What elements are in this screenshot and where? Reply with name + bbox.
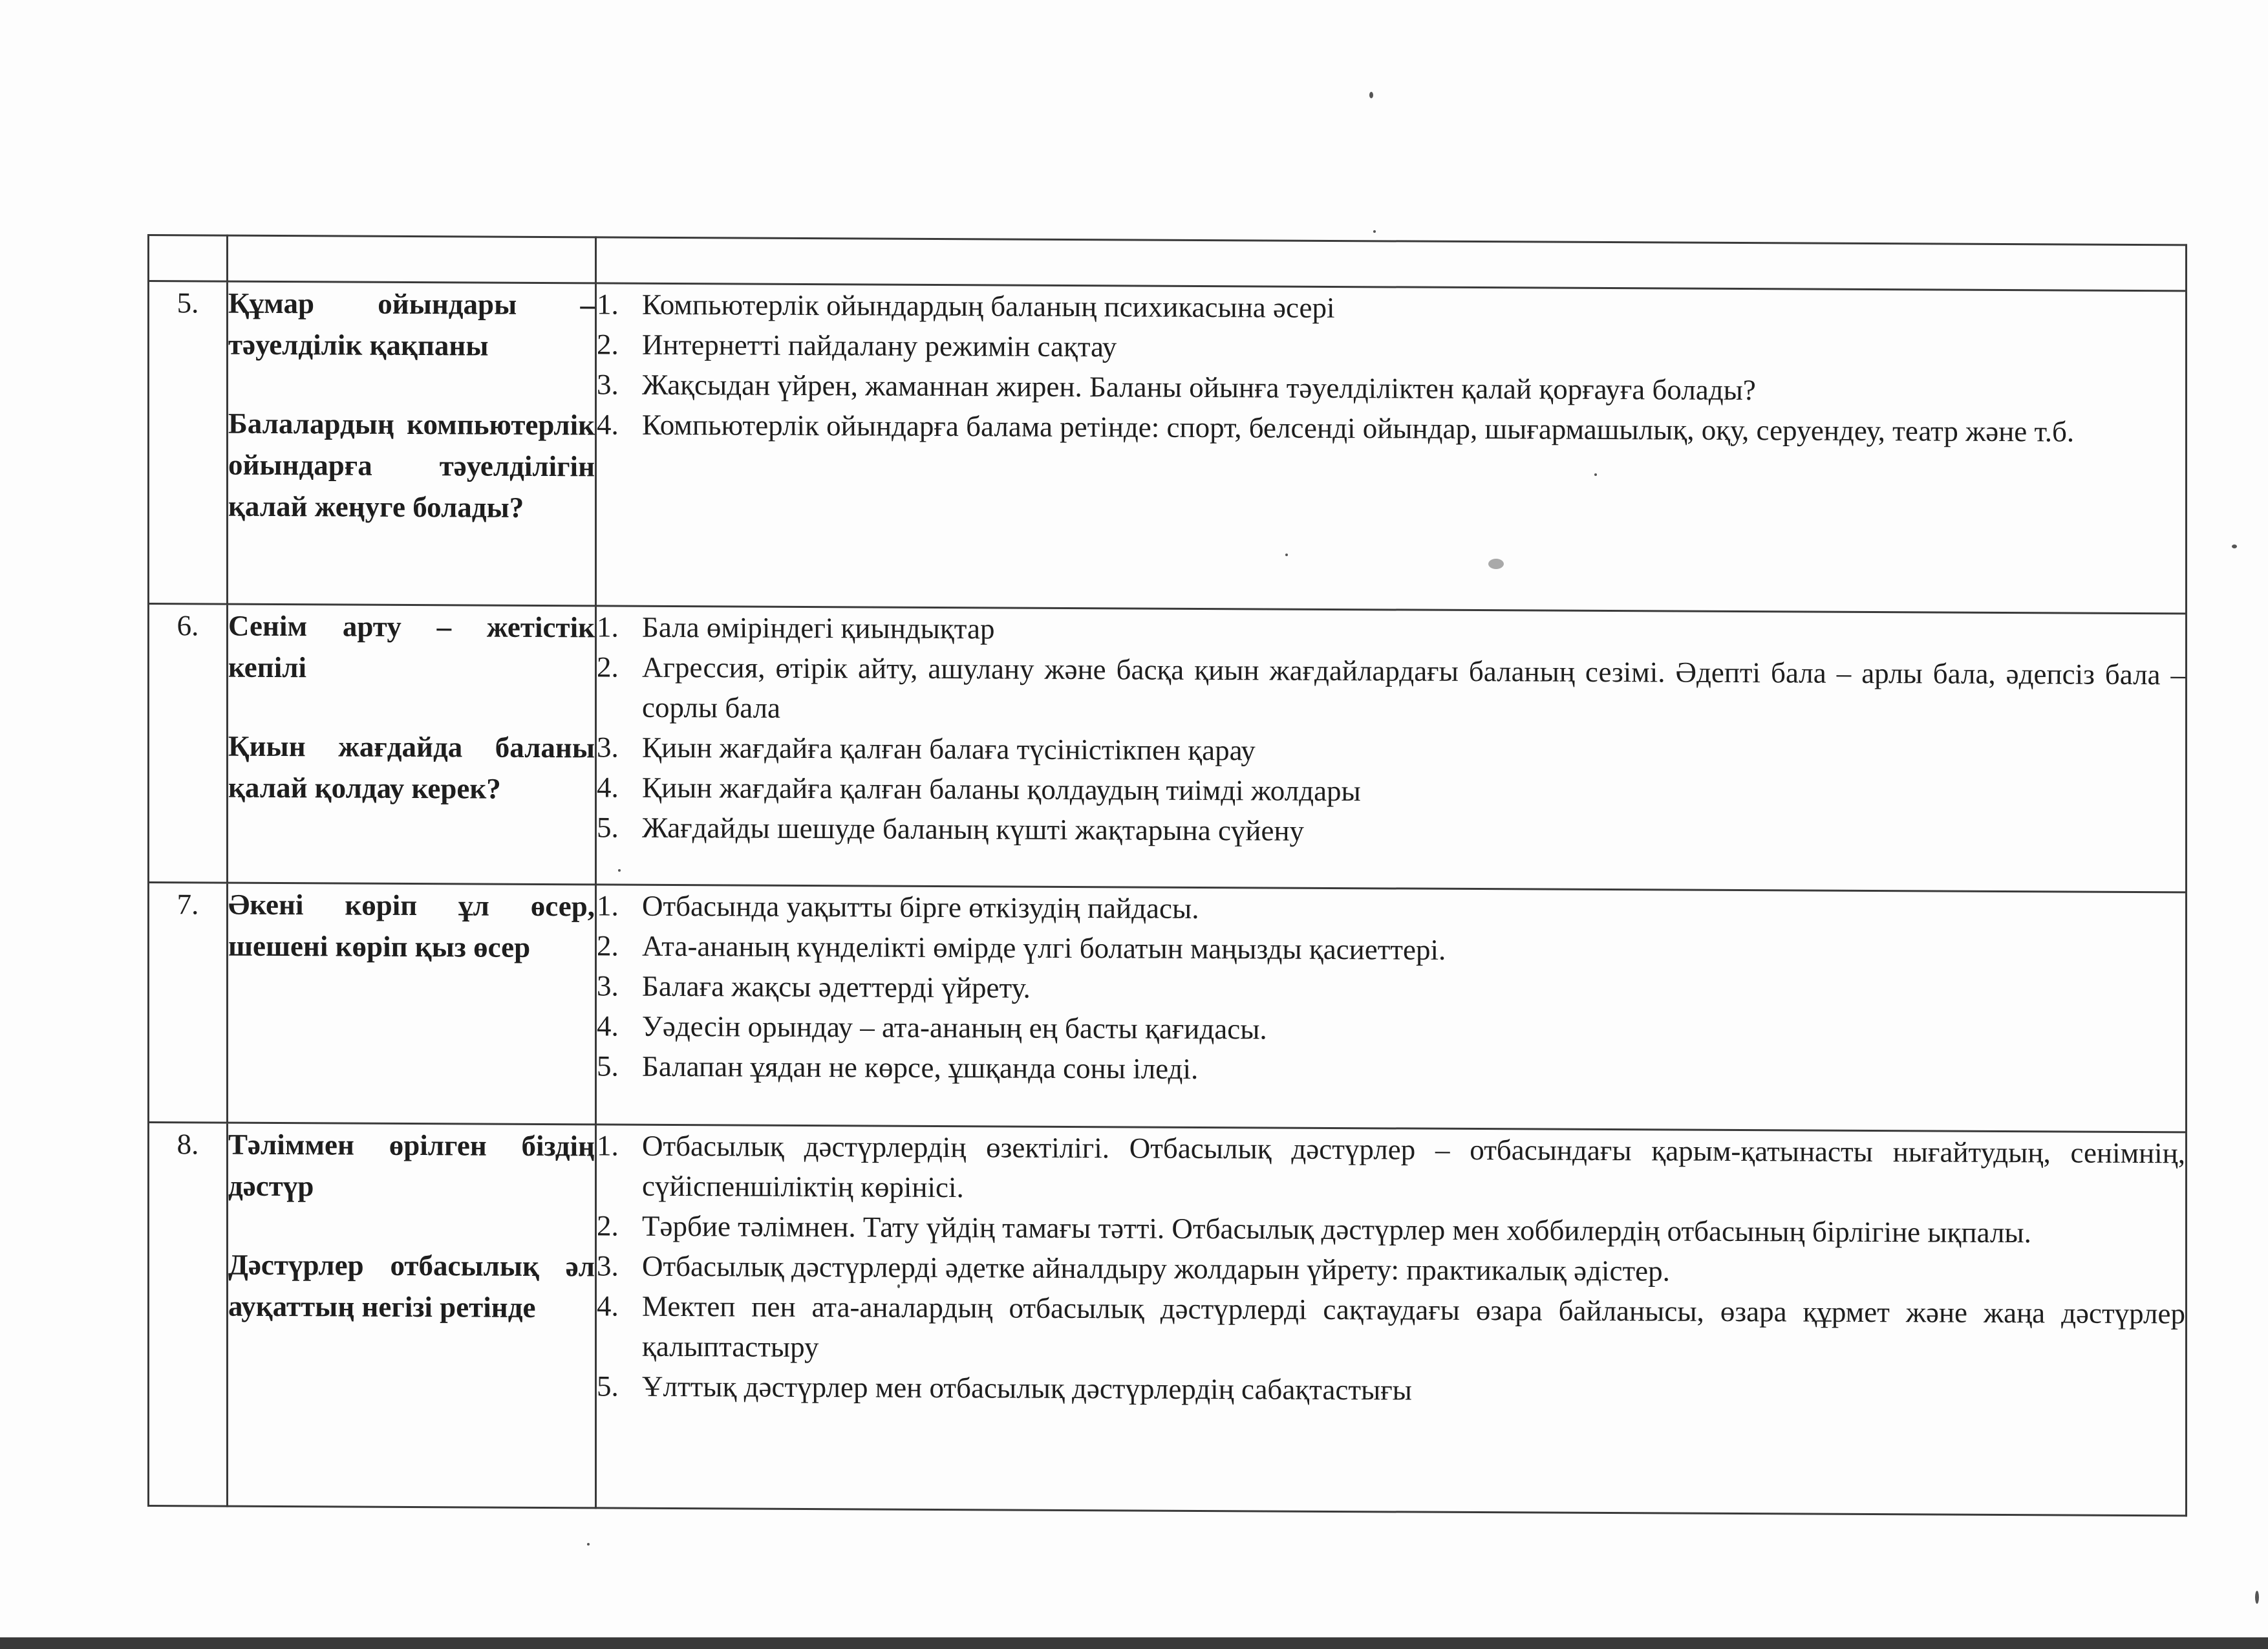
list-item-text: Бала өміріндегі қиындықтар [642,610,995,645]
list-marker: 1. [597,889,619,922]
list-item-text: Қиын жағдайға қалған баланы қолдаудың тиімді жолдары [642,771,1361,808]
list-item [597,1366,2185,1414]
list-item [597,1046,2185,1094]
list-marker: 1. [597,288,619,321]
topic-title: Құмар ойындары – тәуелділік қақпаны [228,286,595,362]
list-item-text: Қиын жағдайға қалған балаға түсіністікпен қарау [642,731,1256,767]
topic-title: Тәліммен өрілген біздің дәстүр [228,1128,595,1203]
scan-speck [2255,1591,2259,1604]
scan-speck [587,1543,590,1546]
content-cell [596,606,2187,892]
topic-subtitle: Қиын жағдайда баланы қалай қолдау керек? [228,729,595,805]
list-marker: 2. [597,929,619,962]
content-list [597,607,2185,855]
list-item [597,1006,2185,1054]
topic-subtitle: Дәстүрлер отбасылық әл ауқаттың негізі ретінде [228,1248,595,1324]
list-marker: 5. [597,1050,619,1083]
list-marker: 4. [597,771,619,804]
list-item-text: Агрессия, өтірік айту, ашулану және басқа қиын жағдайлардағы баланың сезімі. Әдепті бала – арлы бала, әдепсіз бала – сорлы бала [642,651,2185,724]
list-item [597,325,2185,372]
topic-subtitle: Балалардың компьютерлік ойындарға тәуелділігін қалай жеңуге болады? [228,407,595,524]
list-marker: 3. [597,368,619,401]
list-item-text: Балаға жақсы әдеттерді үйрету. [642,969,1031,1004]
list-item-text: Балапан ұядан не көрсе, ұшқанда соны іледі. [642,1050,1199,1085]
list-item-text: Мектеп пен ата-аналардың отбасылық дәстүрлерді сақтаудағы өзара байланысы, өзара құрмет және жаңа дәстүрлер қалыптастыру [642,1289,2185,1364]
list-marker: 4. [597,408,619,441]
list-marker: 4. [597,1009,619,1042]
scan-speck [1373,230,1376,233]
topic-cell [228,604,596,885]
table-row [149,604,2187,892]
list-item [597,365,2185,413]
list-marker: 3. [597,969,619,1002]
list-item [597,727,2185,775]
list-item-text: Уәдесін орындау – ата-ананың ең басты қағидасы. [642,1009,1267,1046]
row-number: 6. [149,604,228,883]
list-item [597,647,2185,735]
list-item [597,926,2185,974]
content-list [597,885,2185,1094]
list-item-text: Отбасылық дәстүрлердің өзектілігі. Отбасылық дәстүрлер – отбасындағы қарым-қатынасты нығайтудың, сенімнің, сүйіспеншіліктің көрінісі. [642,1129,2185,1204]
list-item [597,1126,2185,1214]
table-row [149,1123,2187,1516]
content-list [597,284,2185,452]
scan-speck [1369,92,1373,98]
list-item-text: Компьютерлік ойындардың баланың психикасына әсері [642,288,1335,324]
topic-title: Әкені көріп ұл өсер, шешені көріп қыз өсер [228,888,595,964]
list-marker: 4. [597,1289,619,1322]
scan-speck [2232,544,2237,548]
list-item-text: Ата-ананың күнделікті өмірде үлгі болатын маңызды қасиеттері. [642,929,1446,966]
list-item [597,1206,2185,1254]
list-item-text: Компьютерлік ойындарға балама ретінде: спорт, белсенді ойындар, шығармашылық, оқу, серуендеу, театр және т.б. [642,408,2075,448]
list-item [597,607,2185,655]
list-item-text: Жақсыдан үйрен, жаманнан жирен. Баланы ойынға тәуелділіктен қалай қорғауға болады? [642,368,1756,407]
topics-table [147,234,2187,1516]
list-item [597,1246,2185,1294]
content-list [597,1125,2185,1414]
list-marker: 2. [597,1209,619,1242]
topic-cell [228,883,596,1125]
list-marker: 3. [597,1249,619,1282]
scan-edge-shadow [0,1637,2268,1649]
table-row [149,883,2187,1132]
list-item-text: Жағдайды шешуде баланың күшті жақтарына сүйену [642,811,1305,847]
list-marker: 3. [597,731,619,764]
list-item [597,405,2185,453]
list-marker: 5. [597,811,619,844]
header-cell-content [596,237,2187,291]
list-item-text: Ұлттық дәстүрлер мен отбасылық дәстүрлердің сабақтастығы [642,1370,1412,1406]
header-cell-number [149,235,228,282]
list-item [597,886,2185,934]
list-item [597,966,2185,1014]
content-cell [596,885,2187,1132]
list-marker: 2. [597,328,619,361]
list-marker: 1. [597,1129,619,1162]
topic-cell [228,281,596,606]
content-cell [596,283,2187,614]
list-item [597,1286,2185,1374]
list-item-text: Отбасылық дәстүрлерді әдетке айналдыру жолдарын үйрету: практикалық әдістер. [642,1249,1670,1288]
list-item-text: Отбасында уақытты бірге өткізудің пайдасы. [642,889,1199,925]
list-item [597,768,2185,815]
topic-title: Сенім арту – жетістік кепілі [228,609,595,684]
list-item-text: Интернетті пайдалану режимін сақтау [642,328,1117,363]
topic-cell [228,1123,596,1508]
list-marker: 5. [597,1370,619,1403]
list-item-text: Тәрбие тәлімнен. Тату үйдің тамағы тәтті. Отбасылық дәстүрлер мен хоббилердің отбасының бірлігіне ықпалы. [642,1209,2031,1249]
list-item [597,285,2185,332]
header-cell-topic [228,235,596,283]
row-number: 7. [149,883,228,1123]
list-marker: 1. [597,610,619,643]
list-marker: 2. [597,651,619,684]
list-item [597,808,2185,856]
content-cell [596,1125,2187,1516]
row-number: 8. [149,1123,228,1507]
table-row [149,281,2187,614]
row-number: 5. [149,281,228,605]
